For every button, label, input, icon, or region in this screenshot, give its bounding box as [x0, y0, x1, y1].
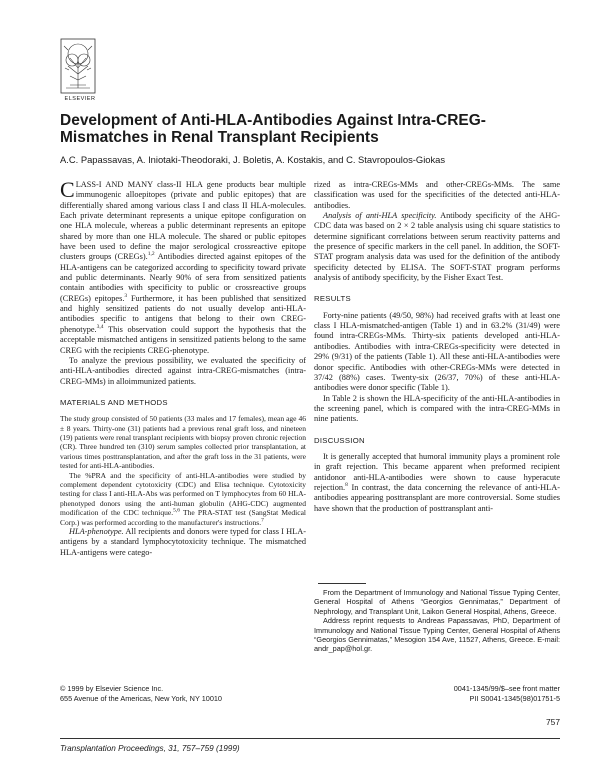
citation: 5,6	[173, 507, 180, 514]
publisher-name: ELSEVIER	[64, 96, 96, 102]
copyright-block	[60, 684, 310, 703]
methods-paragraph: HLA-phenotype. All recipients and donors were typed for class I HLA-antigens by a standard lymphocytotoxicity technique. The mismatched HLA-antigens were catego-	[60, 527, 306, 557]
elsevier-logo-icon	[60, 38, 96, 94]
results-paragraph: In Table 2 is shown the HLA-specificity of the anti-HLA-antibodies in the screening panel, which is compared with the intra-CREG-MMs in nine patients.	[314, 393, 560, 424]
author-list: A.C. Papassavas, A. Iniotaki-Theodoraki, J. Boletis, A. Kostakis, and C. Stavropoulos-Giokas	[60, 154, 446, 165]
right-column	[314, 180, 560, 514]
citation: 8	[345, 482, 348, 489]
discussion-paragraph: It is generally accepted that humoral immunity plays a prominent role in graft rejection. This became apparent when preformed recipient antidonor anti-HLA-antibodies were shown to cause hyperacute rejection.$^8$ In contrast, the data concerning the relevance of anti-HLA-antibodies appearing posttransplant are more controversial. Some studies have shown that the production of posttransplant anti-	[314, 451, 560, 513]
footer-divider	[60, 738, 560, 739]
identifier-block	[360, 684, 560, 703]
subsection-label: Analysis of anti-HLA specificity.	[323, 211, 437, 221]
citation: 1,2	[147, 251, 155, 258]
methods-paragraph: rized as intra-CREGs-MMs and other-CREGs-MMs. The same classification was used for the specificities of the detected anti-HLA-antibodies.	[314, 180, 560, 210]
subsection-label: HLA-phenotype.	[69, 527, 124, 537]
intro-paragraph: CLASS-I AND MANY class-II HLA gene products bear multiple immunogenic alloepitopes (private and public epitopes) that are differentially shared among various class I and class II HLA-molecules. Each private determinant represents a unique epitope configuration on one HLA molecule, whereas a public determinant represents an epitope shared by more than one HLA molecule. The shared or public epitopes have been used to define the major serological crossreactive epitope clusters groups (CREGs).$^{1,2}$ Antibodies directed against epitopes of the HLA-antigens can be categorized according to specificity toward private and public determinants. Nearly 90% of sera from sensitized patients contain antibodies with specificity to public or crossreactive groups (CREGs) epitopes.$^3$ Furthermore, it has been published that sensitized and highly sensitized patients do not usually develop anti-HLA-antibodies specific to antigens that belong to their own CREG-phenotype.$^{3,4}$ This observation could support the hypothesis that the acceptable mismatched antigens in sensitized patients belong to the same CREG with the recipients CREG-phenotype.	[60, 177, 306, 355]
affiliation-footnote	[314, 588, 560, 654]
results-paragraph: Forty-nine patients (49/50, 98%) had received grafts with at least one class I HLA-mismatched-antigen (Table 1) and in 63.2% (31/49) were found intra-CREGs-MMs. Thirty-six patients developed anti-HLA-antibodies. Antibodies with intra-CREGs-specificity were detected in 29% (9/31) of the patients (Table 1). All these anti-HLA-antibodies were donor specific. Antibodies with other-CREGs-MMs were detected in 37/42 (88%) cases. Twenty-six (26/37, 70%) of these anti-HLA-antibodies were donor specific (Table 1).	[314, 310, 560, 393]
citation: 7	[261, 517, 264, 524]
article-title: Development of Anti-HLA-Antibodies Against Intra-CREG-Mismatches in Renal Transplant Recipients	[60, 112, 486, 146]
left-column	[60, 177, 307, 558]
methods-paragraph: Analysis of anti-HLA specificity. Antibody specificity of the AHG-CDC data was based on 2 × 2 table analysis using chi square statistics to determine significant correlations between serum reactivity patterns and the presence of specific markers in the cell panel. In addition, the SOFT-STAT program analysis data was used for the definition of the antibody specificity detected by ELISA. The SOFT-STAT program performs analysis of antibody specificity, by the Fisher Exact Test.	[314, 211, 560, 283]
issn-line: 0041-1345/99/$–see front matter	[453, 684, 560, 693]
affiliation-text: From the Department of Immunology and National Tissue Typing Center, General Hospital of Athens “Georgios Gennimatas,” Department of Nephrology, and Transplant Unit, Laikon General Hospital, Athens, Greece.	[314, 588, 560, 616]
footnote-divider	[318, 583, 366, 584]
section-heading-results: RESULTS	[314, 294, 351, 304]
section-heading-methods: MATERIALS AND METHODS	[60, 397, 168, 407]
methods-paragraph: The %PRA and the specificity of anti-HLA-antibodies were studied by complement dependent cytotoxicity (CDC) and Elisa technique. Cytotoxicity testing for class I anti-HLA-Abs was performed on T lymphocytes from 60 HLA-phenotyped donors using the anti-human globulin (AHG-CDC) augmented modification of the CDC technique.$^{5,6}$ The PRA-STAT test (SangStat Medical Corp.) was performed according to the manufacturer's instructions.$^7$	[60, 470, 307, 527]
intro-paragraph: To analyze the previous possibility, we evaluated the specificity of anti-HLA-antibodies directed against intra-CREG-mismatches (intra-CREG-MMs) in alloimmunized patients.	[60, 355, 306, 386]
methods-paragraph: The study group consisted of 50 patients (33 males and 17 females), mean age 46 ± 8 years. Thirty-one (31) patients had a previous renal graft loss, and nineteen (19) patients were renal transplant recipients with biopsy proven chronic rejection (CR). Three hundred ten (310) serum samples collected prior transplantation, at various times posttransplantation, and after the graft loss in the 31 patients, were tested for anti-HLA-antibodies.	[60, 414, 306, 471]
page-number: 757	[546, 717, 560, 727]
section-heading-discussion: DISCUSSION	[314, 435, 365, 445]
pii-line: PII S0041-1345(98)01751-5	[469, 693, 560, 703]
journal-citation: Transplantation Proceedings, 31, 757–759 (1999)	[60, 744, 240, 753]
citation: 3,4	[96, 324, 104, 331]
copyright-line: © 1999 by Elsevier Science Inc.	[60, 684, 164, 693]
reprint-address: Address reprint requests to Andreas Papassavas, PhD, Department of Immunology and National Tissue Typing Center, General Hospital of Athens “Georgios Gennimatas,” Mesogion 154 Ave, 11527, Athens, Greece. E-mail: andr_pap@hol.gr.	[314, 616, 560, 654]
publisher-address: 655 Avenue of the Americas, New York, NY 10010	[60, 693, 222, 703]
citation: 3	[124, 293, 128, 300]
drop-cap: C	[60, 177, 75, 202]
